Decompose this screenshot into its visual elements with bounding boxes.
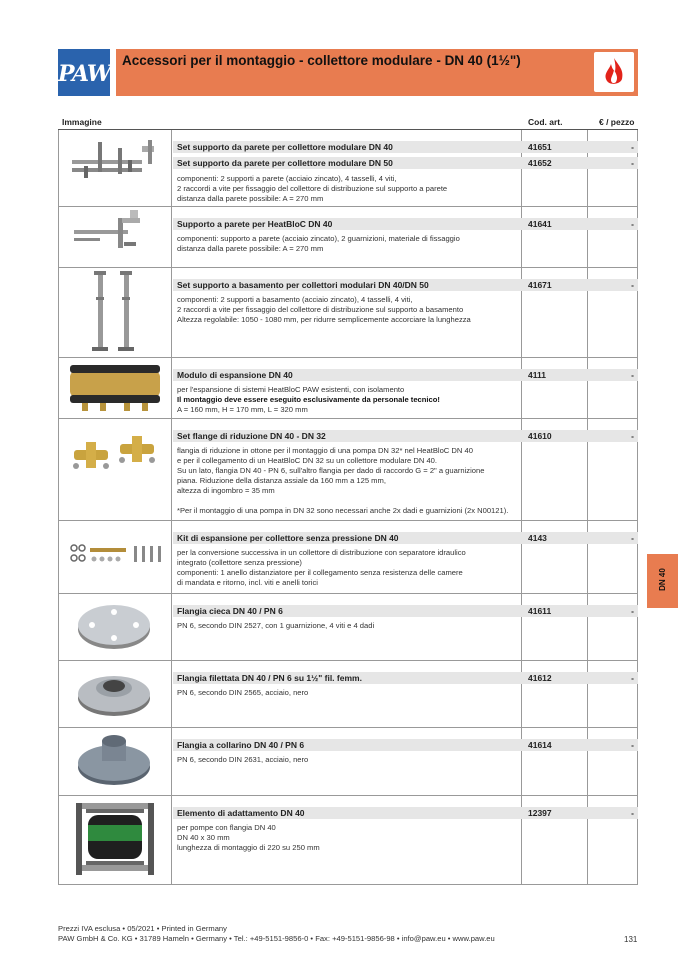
product-price: - bbox=[631, 219, 634, 229]
collar-flange-image bbox=[58, 727, 171, 795]
product-name: Flangia filettata DN 40 / PN 6 su 1½" fil. femm. bbox=[177, 673, 362, 683]
heating-flame-icon bbox=[594, 52, 634, 92]
product-code: 41641 bbox=[528, 219, 552, 229]
side-tab-label: DN 40 bbox=[657, 568, 667, 591]
product-name: Set supporto a basamento per collettori modulari DN 40/DN 50 bbox=[177, 280, 429, 290]
table-row bbox=[58, 357, 638, 419]
table-row bbox=[58, 267, 638, 358]
table-row bbox=[58, 418, 638, 521]
product-code: 41610 bbox=[528, 431, 552, 441]
product-description: componenti: supporto a parete (acciaio zincato), 2 guarnizioni, materiale di fissaggio distanza dalla parete possibile: A = 270 mm bbox=[177, 234, 460, 253]
product-description: componenti: 2 supporti a parete (acciaio zincato), 4 tasselli, 4 viti, 2 raccordi a vite per fissaggio del collettore di distribuzione sul supporto a parete distanza dalla parete possibile: A = 270 mm bbox=[177, 174, 448, 203]
footer-line-1: Prezzi IVA esclusa • 05/2021 • Printed in Germany bbox=[58, 924, 227, 933]
product-name: Set flange di riduzione DN 40 - DN 32 bbox=[177, 431, 326, 441]
product-price: - bbox=[631, 533, 634, 543]
table-row bbox=[58, 130, 638, 207]
product-description: PN 6, secondo DIN 2565, acciaio, nero bbox=[177, 688, 309, 697]
product-description: componenti: 2 supporti a basamento (acciaio zincato), 4 tasselli, 4 viti, 2 raccordi a vite per fissaggio del collettore di distribuzione sul supporto a basamento Altezza regolabile: 1050 - 1080 mm, per ridurre semplicemente accorciare la lunghezza bbox=[177, 295, 471, 324]
product-line bbox=[173, 605, 638, 617]
product-description: per pompe con flangia DN 40 DN 40 x 30 mm lunghezza di montaggio di 220 su 250 mm bbox=[177, 823, 320, 852]
product-code: 41671 bbox=[528, 280, 552, 290]
product-price: - bbox=[631, 158, 634, 168]
table-row bbox=[58, 727, 638, 796]
product-name: Flangia cieca DN 40 / PN 6 bbox=[177, 606, 283, 616]
product-description: flangia di riduzione in ottone per il montaggio di una pompa DN 32* nel HeatBloC DN 40 e per il collegamento di un HeatBloC DN 32 su un collettore modulare DN 40. Su un lato, flangia DN 40 - PN 6, sull'altro flangia per dado di raccordo G = 2" a guarnizione piana. Riduzione della distanza assiale da 160 mm a 125 mm, altezza di ingombro = 35 mm *Per il montaggio di una pompa in DN 32 sono necessari anche 2x dadi e guarnizioni (2x N00121). bbox=[177, 446, 509, 515]
product-code: 41652 bbox=[528, 158, 552, 168]
section-side-tab bbox=[647, 554, 678, 608]
product-line bbox=[173, 807, 638, 819]
product-description: per la conversione successiva in un collettore di distribuzione con separatore idraulico integrato (collettore senza pressione) componenti: 1 anello distanziatore per il collegamento senza resistenza delle camere di mandata e ritorno, incl. viti e anelli torici bbox=[177, 548, 466, 587]
product-code: 4111 bbox=[528, 370, 546, 380]
product-name: Kit di espansione per collettore senza pressione DN 40 bbox=[177, 533, 399, 543]
product-code: 41614 bbox=[528, 740, 552, 750]
product-description: PN 6, secondo DIN 2527, con 1 guarnizione, 4 viti e 4 dadi bbox=[177, 621, 375, 630]
col-code: Cod. art. bbox=[528, 117, 563, 127]
table-row bbox=[58, 660, 638, 728]
table-row bbox=[58, 206, 638, 268]
product-code: 4143 bbox=[528, 533, 547, 543]
product-price: - bbox=[631, 606, 634, 616]
product-name: Flangia a collarino DN 40 / PN 6 bbox=[177, 740, 305, 750]
product-line bbox=[173, 672, 638, 684]
product-name: Elemento di adattamento DN 40 bbox=[177, 808, 305, 818]
title-bar bbox=[116, 49, 638, 96]
blind-flange-image bbox=[58, 593, 171, 660]
product-line bbox=[173, 218, 638, 230]
product-name: Modulo di espansione DN 40 bbox=[177, 370, 293, 380]
product-description: PN 6, secondo DIN 2631, acciaio, nero bbox=[177, 755, 309, 764]
col-image: Immagine bbox=[62, 117, 102, 127]
logo-text: PAW bbox=[58, 61, 111, 87]
product-line bbox=[173, 157, 638, 169]
product-line bbox=[173, 279, 638, 291]
product-price: - bbox=[631, 740, 634, 750]
paw-logo bbox=[58, 49, 110, 96]
product-line bbox=[173, 532, 638, 544]
product-line bbox=[173, 430, 638, 442]
page-number: 131 bbox=[624, 935, 638, 944]
table-header bbox=[58, 115, 638, 130]
product-description: per l'espansione di sistemi HeatBloC PAW esistenti, con isolamento Il montaggio deve essere eseguito esclusivamente da personale tecnico! A = 160 mm, H = 170 mm, L = 320 mm bbox=[177, 385, 440, 414]
expansion-kit-parts-image bbox=[58, 520, 171, 593]
reduction-flange-set-image bbox=[58, 418, 171, 520]
product-price: - bbox=[631, 431, 634, 441]
col-price: € / pezzo bbox=[599, 117, 635, 127]
product-code: 41651 bbox=[528, 142, 552, 152]
product-code: 41611 bbox=[528, 606, 552, 616]
product-name: Set supporto da parete per collettore modulare DN 40 bbox=[177, 142, 393, 152]
product-code: 41612 bbox=[528, 673, 552, 683]
wall-bracket-set-image bbox=[58, 130, 171, 206]
product-name: Set supporto da parete per collettore modulare DN 50 bbox=[177, 158, 393, 168]
page-title: Accessori per il montaggio - collettore modulare - DN 40 (1½") bbox=[122, 53, 521, 68]
product-price: - bbox=[631, 370, 634, 380]
threaded-flange-image bbox=[58, 660, 171, 727]
table-row bbox=[58, 795, 638, 885]
product-price: - bbox=[631, 673, 634, 683]
product-price: - bbox=[631, 280, 634, 290]
product-name: Supporto a parete per HeatBloC DN 40 bbox=[177, 219, 333, 229]
product-code: 12397 bbox=[528, 808, 552, 818]
adapter-element-image bbox=[58, 795, 171, 884]
footer bbox=[58, 924, 495, 944]
footer-line-2: PAW GmbH & Co. KG • 31789 Hameln • Germany • Tel.: +49-5151-9856-0 • Fax: +49-5151-9856-98 • info@paw.eu • www.paw.eu bbox=[58, 934, 495, 943]
product-price: - bbox=[631, 142, 634, 152]
table-row bbox=[58, 593, 638, 661]
expansion-module-image bbox=[58, 357, 171, 418]
heatbloc-wall-bracket-image bbox=[58, 206, 171, 267]
product-line bbox=[173, 141, 638, 153]
product-price: - bbox=[631, 808, 634, 818]
table-row bbox=[58, 520, 638, 594]
product-line bbox=[173, 369, 638, 381]
floor-stand-set-image bbox=[58, 267, 171, 357]
product-line bbox=[173, 739, 638, 751]
